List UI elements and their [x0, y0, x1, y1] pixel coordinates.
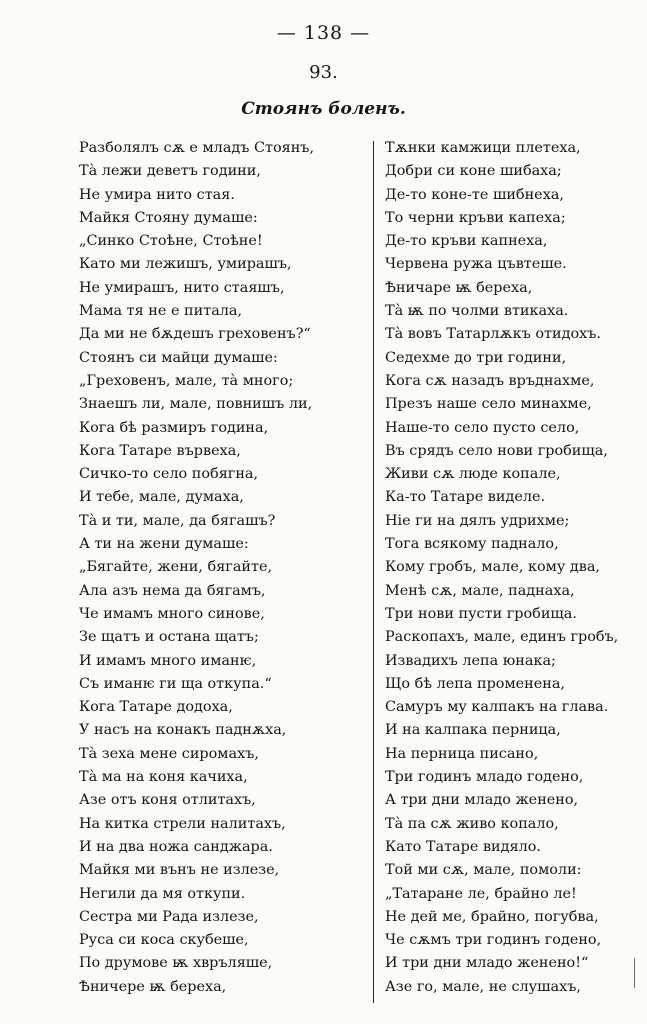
verse-line: И имамъ много иманѥ,: [79, 652, 257, 669]
verse-line: Знаешъ ли, мале, повнишъ ли,: [79, 396, 313, 413]
verse-line: Въ срядъ село нови гробища,: [385, 442, 608, 459]
verse-line: Червена ружа цъвтеше.: [385, 256, 567, 273]
verse-line: Тà лежи деветъ години,: [79, 163, 261, 180]
verse-line: „Греховенъ, мале, тà много;: [79, 372, 294, 389]
verse-line: Съ иманѥ ги ща откупа.“: [79, 675, 272, 692]
verse-line: Тà па сѫ живо копало,: [385, 815, 559, 832]
verse-line: Разболялъ сѫ е младъ Стоянъ,: [79, 140, 315, 156]
verse-line: Тà ма на коня качиха,: [79, 769, 248, 786]
verse-line: Като Татаре видяло.: [385, 838, 541, 855]
verse-line: Ала азъ нема да бягамъ,: [79, 582, 266, 599]
verse-line: „Синко Стоѣне, Стоѣне!: [79, 233, 263, 250]
verse-line: Кога Татаре вървеха,: [79, 442, 241, 459]
verse-line: На перница писано,: [385, 745, 539, 762]
verse-line: У насъ на конакъ паднѫха,: [79, 722, 287, 739]
verse-line: Ѣничере ѭ береха,: [79, 978, 227, 995]
poem-title: Стоянъ боленъ.: [241, 99, 406, 119]
verse-line: Като ми лежишъ, умирашъ,: [79, 256, 292, 273]
verse-line: Раскопахъ, мале, единъ гробъ,: [385, 629, 619, 646]
verse-line: По друмове ѭ хвръляше,: [79, 955, 273, 972]
verse-line: Тѫнки камжици плетеха,: [385, 140, 581, 156]
verse-line: А ти на жени думаше:: [79, 536, 249, 553]
verse-line: И на два ножа санджара.: [79, 838, 273, 855]
verse-line: Менѣ сѫ, мале, паднаха,: [385, 582, 575, 599]
verse-line: „Бягайте, жени, бягайте,: [79, 559, 273, 576]
verse-line: Той ми сѫ, мале, помоли:: [385, 862, 582, 879]
verse-line: Презъ наше село минахме,: [385, 396, 592, 413]
verse-line: Тà вовъ Татарлѫкъ отидохъ.: [385, 326, 601, 343]
verse-line: Тà и ти, мале, да бягашъ?: [79, 512, 276, 529]
verse-line: Де-то коне-те шибнеха,: [385, 186, 564, 203]
verse-line: Сичко-то село побягна,: [79, 466, 259, 483]
verse-line: И тебе, мале, думаха,: [79, 489, 244, 506]
verse-line: Наше-то село пусто село,: [385, 419, 580, 436]
verse-line: Че имамъ много синове,: [79, 605, 265, 622]
verse-line: Живи сѫ люде копале,: [385, 466, 561, 483]
verse-line: Майкя ми вънъ не излезе,: [79, 862, 280, 879]
poem-number: 93.: [309, 62, 338, 83]
verse-line: Да ми не бѫдешъ греховенъ?“: [79, 326, 311, 343]
page-number: — 138 —: [276, 22, 371, 44]
verse-line: Негили да мя откупи.: [79, 885, 246, 902]
verse-line: Тà зеха мене сиромахъ,: [79, 745, 259, 762]
verse-line: Кога сѫ назадъ връднахме,: [385, 372, 595, 389]
verse-line: Сестра ми Рада излезе,: [79, 908, 259, 925]
verse-line: Три годинъ младо годено,: [385, 769, 584, 786]
verse-line: Ніе ги на дялъ удрихме;: [385, 512, 570, 529]
column-divider: [373, 141, 374, 1003]
verse-line: Извадихъ лепа юнака;: [385, 652, 556, 669]
verse-line: Що бѣ лепа променена,: [385, 675, 566, 692]
verse-line: Добри си коне шибаха;: [385, 163, 562, 180]
verse-line: Зе щатъ и остана щатъ;: [79, 629, 259, 646]
verse-line: Три нови пусти гробища.: [385, 605, 577, 622]
verse-line: Азе отъ коня отлитахъ,: [79, 792, 256, 809]
verse-line: Самуръ му калпакъ на глава.: [385, 699, 609, 716]
verse-line: Тога всякому паднало,: [385, 536, 559, 553]
margin-rule: [634, 958, 635, 988]
verse-line: Руса си коса скубеше,: [79, 932, 249, 949]
verse-line: Ѣничаре ѭ береха,: [385, 279, 533, 296]
verse-line: Де-то кръви капнеха,: [385, 233, 548, 250]
verse-line: Седехме до три години,: [385, 349, 567, 366]
verse-line: Не дей ме, брайно, погубва,: [385, 908, 599, 925]
verse-line: Ка-то Татаре виделе.: [385, 489, 546, 506]
verse-line: Не умира нито стая.: [79, 186, 235, 203]
verse-line: И три дни младо женено!“: [385, 955, 589, 972]
verse-line: Стоянъ си майци думаше:: [79, 349, 278, 366]
verse-line: Мама тя не е питала,: [79, 303, 243, 320]
left-verse-column: [79, 137, 364, 999]
verse-line: Не умирашъ, нито стаяшъ,: [79, 279, 285, 296]
verse-line: А три дни младо женено,: [385, 792, 579, 809]
verse-line: Кога бѣ размиръ година,: [79, 419, 269, 436]
verse-line: На китка стрели налитахъ,: [79, 815, 286, 832]
verse-line: Тà ѭ по чолми втикаха.: [385, 303, 569, 320]
verse-line: Кога Татаре додоха,: [79, 699, 233, 716]
verse-line: Азе го, мале, не слушахъ,: [385, 978, 581, 995]
verse-line: То черни кръви капеха;: [385, 209, 566, 226]
verse-line: Че сѫмъ три годинъ годено,: [385, 932, 602, 949]
verse-line: Майкя Стояну думаше:: [79, 209, 258, 226]
right-verse-column: [385, 137, 630, 999]
verse-line: „Татаране ле, брайно ле!: [385, 885, 577, 902]
verse-line: И на калпака перница,: [385, 722, 561, 739]
verse-line: Кому гробъ, мале, кому два,: [385, 559, 601, 576]
